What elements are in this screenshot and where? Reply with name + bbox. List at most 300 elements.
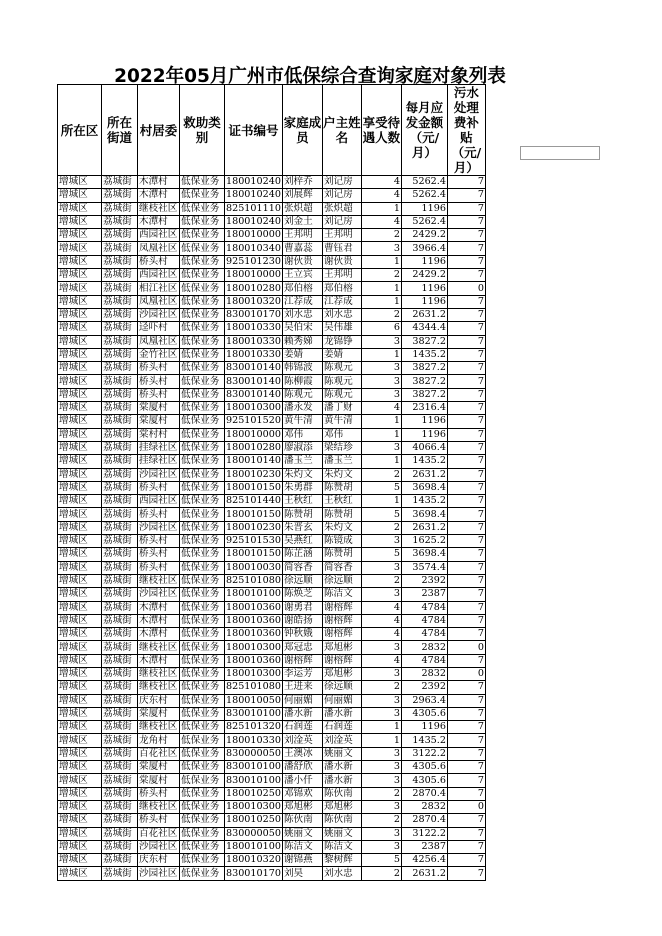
cell-aid-type[interactable]: 低保业务 — [180, 787, 225, 800]
cell-count[interactable]: 3 — [361, 667, 401, 680]
header-district[interactable]: 所在区 — [58, 85, 102, 176]
cell-committee[interactable]: 继枝社区 — [138, 681, 180, 694]
cell-sewage[interactable]: 7 — [447, 601, 485, 614]
cell-count[interactable]: 1 — [361, 415, 401, 428]
cell-member[interactable]: 潘玉兰 — [282, 455, 322, 468]
cell-amount[interactable]: 4256.4 — [401, 854, 447, 867]
cell-cert-number[interactable]: 180010280 — [226, 442, 281, 454]
cell-member[interactable]: 曹嘉蕊 — [282, 242, 322, 255]
cell-member[interactable]: 张炽超 — [282, 202, 322, 215]
cell-sewage[interactable]: 7 — [447, 548, 485, 561]
cell-member[interactable]: 刘昊 — [282, 867, 322, 880]
cell-committee[interactable]: 棠厦村 — [138, 402, 180, 415]
cell-cert-number[interactable]: 925101520 — [226, 415, 281, 427]
cell-committee[interactable]: 桥头村 — [138, 548, 180, 561]
cell-cert-number[interactable]: 830010140 — [226, 388, 281, 400]
cell-count[interactable]: 3 — [361, 694, 401, 707]
cell-committee[interactable]: 棠厦村 — [138, 415, 180, 428]
cell-district[interactable]: 增城区 — [58, 242, 102, 255]
cell-street[interactable]: 荔城街 — [102, 375, 138, 388]
cell-aid-type[interactable]: 低保业务 — [180, 242, 225, 255]
cell-count[interactable]: 3 — [361, 641, 401, 654]
cell-aid-type[interactable]: 低保业务 — [180, 800, 225, 813]
cell-head[interactable]: 刘水忠 — [322, 308, 361, 321]
cell-committee[interactable]: 沙园社区 — [138, 521, 180, 534]
cell-member[interactable]: 李运芳 — [282, 667, 322, 680]
cell-amount[interactable]: 2832 — [401, 800, 447, 813]
cell-head[interactable]: 邓伟 — [322, 428, 361, 441]
cell-street[interactable]: 荔城街 — [102, 388, 138, 401]
cell-head[interactable]: 谢榕辉 — [322, 628, 361, 641]
cell-street[interactable]: 荔城街 — [102, 242, 138, 255]
cell-street[interactable]: 荔城街 — [102, 295, 138, 308]
cell-head[interactable]: 王邦明 — [322, 269, 361, 282]
cell-cert-number[interactable]: 180010230 — [226, 521, 281, 533]
cell-head[interactable]: 刘水忠 — [322, 867, 361, 880]
cell-committee[interactable]: 木潭村 — [138, 215, 180, 228]
cell-sewage[interactable]: 7 — [447, 428, 485, 441]
cell-count[interactable]: 2 — [361, 574, 401, 587]
cell-street[interactable]: 荔城街 — [102, 441, 138, 454]
cell-committee[interactable]: 继枝社区 — [138, 721, 180, 734]
cell-count[interactable]: 3 — [361, 335, 401, 348]
cell-sewage[interactable]: 7 — [447, 295, 485, 308]
cell-cert-number[interactable]: 180010330 — [226, 349, 281, 360]
cell-amount[interactable]: 1435.2 — [401, 495, 447, 508]
cell-district[interactable]: 增城区 — [58, 734, 102, 747]
cell-district[interactable]: 增城区 — [58, 628, 102, 641]
cell-sewage[interactable]: 7 — [447, 654, 485, 667]
cell-count[interactable]: 4 — [361, 628, 401, 641]
cell-amount[interactable]: 3122.2 — [401, 747, 447, 760]
cell-head[interactable]: 梁结珍 — [322, 441, 361, 454]
cell-aid-type[interactable]: 低保业务 — [180, 667, 225, 680]
cell-count[interactable]: 3 — [361, 441, 401, 454]
cell-aid-type[interactable]: 低保业务 — [180, 189, 225, 202]
cell-sewage[interactable]: 7 — [447, 827, 485, 840]
cell-committee[interactable]: 木潭村 — [138, 614, 180, 627]
cell-amount[interactable]: 3698.4 — [401, 548, 447, 561]
cell-amount[interactable]: 2429.2 — [401, 269, 447, 282]
cell-amount[interactable]: 3698.4 — [401, 481, 447, 494]
cell-head[interactable]: 潘丁财 — [322, 402, 361, 415]
cell-district[interactable]: 增城区 — [58, 388, 102, 401]
cell-member[interactable]: 陈洁文 — [282, 840, 322, 853]
cell-committee[interactable]: 庆东村 — [138, 694, 180, 707]
cell-cert-number[interactable]: 825101320 — [226, 721, 281, 733]
cell-cert-number[interactable]: 180010240 — [226, 216, 281, 228]
cell-aid-type[interactable]: 低保业务 — [180, 747, 225, 760]
cell-count[interactable]: 4 — [361, 614, 401, 627]
cell-member[interactable]: 吴伯宋 — [282, 322, 322, 335]
cell-street[interactable]: 荔城街 — [102, 428, 138, 441]
cell-count[interactable]: 3 — [361, 840, 401, 853]
cell-aid-type[interactable]: 低保业务 — [180, 694, 225, 707]
cell-committee[interactable]: 继枝社区 — [138, 574, 180, 587]
cell-committee[interactable]: 继枝社区 — [138, 667, 180, 680]
cell-street[interactable]: 荔城街 — [102, 269, 138, 282]
cell-member[interactable]: 黄牛清 — [282, 415, 322, 428]
cell-member[interactable]: 王进来 — [282, 681, 322, 694]
cell-committee[interactable]: 继枝社区 — [138, 202, 180, 215]
cell-district[interactable]: 增城区 — [58, 269, 102, 282]
cell-member[interactable]: 吴燕红 — [282, 535, 322, 548]
cell-cert-number[interactable]: 830010140 — [226, 362, 281, 374]
cell-head[interactable]: 石润莲 — [322, 721, 361, 734]
cell-street[interactable]: 荔城街 — [102, 628, 138, 641]
cell-district[interactable]: 增城区 — [58, 468, 102, 481]
cell-count[interactable]: 2 — [361, 867, 401, 880]
cell-amount[interactable]: 2631.2 — [401, 308, 447, 321]
cell-aid-type[interactable]: 低保业务 — [180, 734, 225, 747]
header-count[interactable]: 享受待遇人数 — [361, 85, 401, 176]
cell-sewage[interactable]: 7 — [447, 787, 485, 800]
cell-aid-type[interactable]: 低保业务 — [180, 561, 225, 574]
cell-committee[interactable]: 桥头村 — [138, 508, 180, 521]
cell-cert-number[interactable]: 180010320 — [226, 854, 281, 866]
cell-aid-type[interactable]: 低保业务 — [180, 614, 225, 627]
cell-cert-number[interactable]: 825101440 — [226, 495, 281, 507]
cell-cert-number[interactable]: 825101080 — [226, 575, 281, 587]
cell-committee[interactable]: 木潭村 — [138, 176, 180, 189]
cell-street[interactable]: 荔城街 — [102, 641, 138, 654]
cell-cert-number[interactable]: 925101530 — [226, 535, 281, 547]
cell-aid-type[interactable]: 低保业务 — [180, 468, 225, 481]
cell-aid-type[interactable]: 低保业务 — [180, 282, 225, 295]
cell-head[interactable]: 陈赞胡 — [322, 548, 361, 561]
cell-street[interactable]: 荔城街 — [102, 215, 138, 228]
cell-cert-number[interactable]: 825101110 — [226, 202, 281, 214]
cell-count[interactable]: 1 — [361, 202, 401, 215]
cell-aid-type[interactable]: 低保业务 — [180, 388, 225, 401]
cell-head[interactable]: 陈赞胡 — [322, 508, 361, 521]
cell-member[interactable]: 郑冠忠 — [282, 641, 322, 654]
cell-cert-number[interactable]: 180010240 — [226, 189, 281, 201]
cell-cert-number[interactable]: 180010340 — [226, 242, 281, 254]
cell-count[interactable]: 2 — [361, 681, 401, 694]
cell-cert-number[interactable]: 180010360 — [226, 614, 281, 626]
cell-member[interactable]: 刘淦英 — [282, 734, 322, 747]
cell-committee[interactable]: 棠厦村 — [138, 707, 180, 720]
cell-sewage[interactable]: 7 — [447, 521, 485, 534]
cell-aid-type[interactable]: 低保业务 — [180, 455, 225, 468]
cell-district[interactable]: 增城区 — [58, 854, 102, 867]
cell-sewage[interactable]: 7 — [447, 734, 485, 747]
cell-sewage[interactable]: 7 — [447, 455, 485, 468]
cell-sewage[interactable]: 7 — [447, 694, 485, 707]
cell-street[interactable]: 荔城街 — [102, 468, 138, 481]
cell-amount[interactable]: 2392 — [401, 574, 447, 587]
cell-head[interactable]: 朱灼文 — [322, 468, 361, 481]
cell-street[interactable]: 荔城街 — [102, 867, 138, 880]
cell-sewage[interactable]: 0 — [447, 282, 485, 295]
cell-aid-type[interactable]: 低保业务 — [180, 176, 225, 189]
cell-district[interactable]: 增城区 — [58, 362, 102, 375]
cell-member[interactable]: 江荐成 — [282, 295, 322, 308]
cell-count[interactable]: 3 — [361, 707, 401, 720]
cell-street[interactable]: 荔城街 — [102, 707, 138, 720]
cell-district[interactable]: 增城区 — [58, 481, 102, 494]
cell-sewage[interactable]: 7 — [447, 415, 485, 428]
cell-district[interactable]: 增城区 — [58, 641, 102, 654]
cell-street[interactable]: 荔城街 — [102, 814, 138, 827]
cell-district[interactable]: 增城区 — [58, 229, 102, 242]
cell-aid-type[interactable]: 低保业务 — [180, 867, 225, 880]
cell-amount[interactable]: 5262.4 — [401, 215, 447, 228]
cell-amount[interactable]: 2870.4 — [401, 787, 447, 800]
cell-aid-type[interactable]: 低保业务 — [180, 295, 225, 308]
cell-count[interactable]: 2 — [361, 814, 401, 827]
cell-cert-number[interactable]: 830010100 — [226, 708, 281, 720]
cell-member[interactable]: 王立宾 — [282, 269, 322, 282]
cell-sewage[interactable]: 7 — [447, 854, 485, 867]
cell-amount[interactable]: 1196 — [401, 282, 447, 295]
cell-amount[interactable]: 2387 — [401, 840, 447, 853]
cell-aid-type[interactable]: 低保业务 — [180, 495, 225, 508]
cell-aid-type[interactable]: 低保业务 — [180, 774, 225, 787]
cell-district[interactable]: 增城区 — [58, 721, 102, 734]
cell-street[interactable]: 荔城街 — [102, 335, 138, 348]
cell-sewage[interactable]: 7 — [447, 375, 485, 388]
cell-amount[interactable]: 2963.4 — [401, 694, 447, 707]
cell-sewage[interactable]: 7 — [447, 561, 485, 574]
cell-street[interactable]: 荔城街 — [102, 800, 138, 813]
cell-amount[interactable]: 5262.4 — [401, 176, 447, 189]
cell-amount[interactable]: 2392 — [401, 681, 447, 694]
cell-head[interactable]: 王邦明 — [322, 229, 361, 242]
cell-sewage[interactable]: 0 — [447, 641, 485, 654]
cell-head[interactable]: 郑旭彬 — [322, 667, 361, 680]
cell-count[interactable]: 4 — [361, 215, 401, 228]
cell-amount[interactable]: 3827.2 — [401, 362, 447, 375]
cell-district[interactable]: 增城区 — [58, 827, 102, 840]
header-cert-number[interactable]: 证书编号 — [225, 85, 283, 176]
cell-aid-type[interactable]: 低保业务 — [180, 628, 225, 641]
cell-aid-type[interactable]: 低保业务 — [180, 840, 225, 853]
cell-head[interactable]: 潘玉兰 — [322, 455, 361, 468]
cell-amount[interactable]: 4784 — [401, 601, 447, 614]
cell-count[interactable]: 4 — [361, 176, 401, 189]
cell-sewage[interactable]: 7 — [447, 508, 485, 521]
cell-committee[interactable]: 挂绿社区 — [138, 455, 180, 468]
cell-street[interactable]: 荔城街 — [102, 415, 138, 428]
cell-aid-type[interactable]: 低保业务 — [180, 415, 225, 428]
cell-amount[interactable]: 3966.4 — [401, 242, 447, 255]
cell-street[interactable]: 荔城街 — [102, 840, 138, 853]
cell-committee[interactable]: 沙园社区 — [138, 588, 180, 601]
cell-member[interactable]: 徐远顺 — [282, 574, 322, 587]
cell-aid-type[interactable]: 低保业务 — [180, 402, 225, 415]
cell-district[interactable]: 增城区 — [58, 455, 102, 468]
cell-count[interactable]: 5 — [361, 854, 401, 867]
cell-cert-number[interactable]: 180010150 — [226, 481, 281, 493]
cell-committee[interactable]: 桥头村 — [138, 787, 180, 800]
cell-head[interactable]: 吴伟雄 — [322, 322, 361, 335]
cell-amount[interactable]: 3827.2 — [401, 388, 447, 401]
cell-aid-type[interactable]: 低保业务 — [180, 641, 225, 654]
cell-street[interactable]: 荔城街 — [102, 721, 138, 734]
cell-district[interactable]: 增城区 — [58, 295, 102, 308]
cell-amount[interactable]: 2631.2 — [401, 521, 447, 534]
cell-district[interactable]: 增城区 — [58, 814, 102, 827]
cell-amount[interactable]: 1196 — [401, 295, 447, 308]
cell-cert-number[interactable]: 830010140 — [226, 375, 281, 387]
cell-head[interactable]: 谢榕辉 — [322, 654, 361, 667]
cell-district[interactable]: 增城区 — [58, 574, 102, 587]
cell-district[interactable]: 增城区 — [58, 322, 102, 335]
cell-committee[interactable]: 沙园社区 — [138, 840, 180, 853]
cell-amount[interactable]: 3574.4 — [401, 561, 447, 574]
cell-aid-type[interactable]: 低保业务 — [180, 335, 225, 348]
cell-count[interactable]: 5 — [361, 481, 401, 494]
cell-district[interactable]: 增城区 — [58, 415, 102, 428]
cell-member[interactable]: 姚丽文 — [282, 827, 322, 840]
cell-member[interactable]: 陈伙南 — [282, 814, 322, 827]
cell-street[interactable]: 荔城街 — [102, 176, 138, 189]
cell-aid-type[interactable]: 低保业务 — [180, 548, 225, 561]
cell-street[interactable]: 荔城街 — [102, 548, 138, 561]
cell-cert-number[interactable]: 180010000 — [226, 269, 281, 281]
cell-head[interactable]: 刘淦英 — [322, 734, 361, 747]
cell-district[interactable]: 增城区 — [58, 255, 102, 268]
cell-committee[interactable]: 凤凰社区 — [138, 242, 180, 255]
cell-sewage[interactable]: 7 — [447, 535, 485, 548]
cell-count[interactable]: 2 — [361, 468, 401, 481]
cell-sewage[interactable]: 7 — [447, 707, 485, 720]
cell-aid-type[interactable]: 低保业务 — [180, 761, 225, 774]
cell-count[interactable]: 3 — [361, 800, 401, 813]
cell-cert-number[interactable]: 180010360 — [226, 628, 281, 640]
cell-amount[interactable]: 2870.4 — [401, 814, 447, 827]
header-street[interactable]: 所在街道 — [102, 85, 138, 176]
cell-count[interactable]: 3 — [361, 827, 401, 840]
cell-district[interactable]: 增城区 — [58, 535, 102, 548]
cell-sewage[interactable]: 7 — [447, 628, 485, 641]
cell-amount[interactable]: 2631.2 — [401, 867, 447, 880]
cell-cert-number[interactable]: 825101080 — [226, 681, 281, 693]
cell-amount[interactable]: 2631.2 — [401, 468, 447, 481]
cell-cert-number[interactable]: 180010300 — [226, 668, 281, 680]
cell-count[interactable]: 3 — [361, 242, 401, 255]
cell-head[interactable]: 谢榕辉 — [322, 614, 361, 627]
cell-member[interactable]: 陈焕芝 — [282, 588, 322, 601]
header-sewage[interactable]: 污水处理费补贴（元/月） — [447, 85, 485, 176]
cell-amount[interactable]: 2316.4 — [401, 402, 447, 415]
cell-count[interactable]: 5 — [361, 508, 401, 521]
cell-aid-type[interactable]: 低保业务 — [180, 535, 225, 548]
cell-amount[interactable]: 4305.6 — [401, 707, 447, 720]
header-head[interactable]: 户主姓名 — [322, 85, 361, 176]
cell-cert-number[interactable]: 180010050 — [226, 694, 281, 706]
cell-cert-number[interactable]: 180010360 — [226, 601, 281, 613]
cell-count[interactable]: 2 — [361, 269, 401, 282]
cell-amount[interactable]: 3827.2 — [401, 375, 447, 388]
cell-sewage[interactable]: 7 — [447, 468, 485, 481]
cell-district[interactable]: 增城区 — [58, 707, 102, 720]
cell-member[interactable]: 谢伙贵 — [282, 255, 322, 268]
cell-sewage[interactable]: 7 — [447, 388, 485, 401]
cell-cert-number[interactable]: 180010250 — [226, 814, 281, 826]
cell-sewage[interactable]: 7 — [447, 481, 485, 494]
cell-aid-type[interactable]: 低保业务 — [180, 348, 225, 361]
cell-count[interactable]: 4 — [361, 189, 401, 202]
cell-committee[interactable]: 挂绿社区 — [138, 441, 180, 454]
cell-street[interactable]: 荔城街 — [102, 362, 138, 375]
cell-cert-number[interactable]: 180010100 — [226, 588, 281, 600]
cell-member[interactable]: 邓锦欢 — [282, 787, 322, 800]
cell-head[interactable]: 陈观元 — [322, 362, 361, 375]
cell-count[interactable]: 3 — [361, 535, 401, 548]
cell-cert-number[interactable]: 180010000 — [226, 229, 281, 241]
cell-head[interactable]: 陈镜成 — [322, 535, 361, 548]
cell-district[interactable]: 增城区 — [58, 202, 102, 215]
cell-aid-type[interactable]: 低保业务 — [180, 721, 225, 734]
cell-amount[interactable]: 4305.6 — [401, 761, 447, 774]
cell-sewage[interactable]: 7 — [447, 255, 485, 268]
cell-committee[interactable]: 百花社区 — [138, 747, 180, 760]
cell-committee[interactable]: 继枝社区 — [138, 641, 180, 654]
cell-cert-number[interactable]: 180010300 — [226, 641, 281, 653]
cell-street[interactable]: 荔城街 — [102, 535, 138, 548]
cell-street[interactable]: 荔城街 — [102, 202, 138, 215]
cell-head[interactable]: 刘记房 — [322, 176, 361, 189]
cell-amount[interactable]: 2387 — [401, 588, 447, 601]
cell-cert-number[interactable]: 180010140 — [226, 455, 281, 467]
cell-head[interactable]: 潘水新 — [322, 761, 361, 774]
cell-district[interactable]: 增城区 — [58, 681, 102, 694]
cell-sewage[interactable]: 7 — [447, 867, 485, 880]
cell-head[interactable]: 陈观元 — [322, 388, 361, 401]
cell-member[interactable]: 王澳冰 — [282, 747, 322, 760]
cell-aid-type[interactable]: 低保业务 — [180, 428, 225, 441]
cell-aid-type[interactable]: 低保业务 — [180, 574, 225, 587]
cell-aid-type[interactable]: 低保业务 — [180, 308, 225, 321]
cell-sewage[interactable]: 7 — [447, 840, 485, 853]
cell-cert-number[interactable]: 830010100 — [226, 761, 281, 773]
cell-count[interactable]: 3 — [361, 362, 401, 375]
cell-amount[interactable]: 4305.6 — [401, 774, 447, 787]
cell-cert-number[interactable]: 180010030 — [226, 561, 281, 573]
header-member[interactable]: 家庭成员 — [282, 85, 322, 176]
cell-aid-type[interactable]: 低保业务 — [180, 654, 225, 667]
cell-head[interactable]: 黎树辉 — [322, 854, 361, 867]
cell-sewage[interactable]: 7 — [447, 189, 485, 202]
cell-member[interactable]: 赖秀娣 — [282, 335, 322, 348]
cell-cert-number[interactable]: 180010250 — [226, 787, 281, 799]
cell-district[interactable]: 增城区 — [58, 588, 102, 601]
cell-district[interactable]: 增城区 — [58, 402, 102, 415]
cell-sewage[interactable]: 7 — [447, 308, 485, 321]
cell-sewage[interactable]: 7 — [447, 814, 485, 827]
cell-street[interactable]: 荔城街 — [102, 761, 138, 774]
cell-head[interactable]: 朱灼文 — [322, 521, 361, 534]
cell-count[interactable]: 3 — [361, 561, 401, 574]
cell-member[interactable]: 陈观元 — [282, 388, 322, 401]
cell-street[interactable]: 荔城街 — [102, 774, 138, 787]
cell-amount[interactable]: 4784 — [401, 654, 447, 667]
cell-district[interactable]: 增城区 — [58, 308, 102, 321]
cell-head[interactable]: 姜婧 — [322, 348, 361, 361]
cell-member[interactable]: 姜婧 — [282, 348, 322, 361]
cell-committee[interactable]: 桥头村 — [138, 375, 180, 388]
cell-amount[interactable]: 2832 — [401, 667, 447, 680]
cell-head[interactable]: 刘记房 — [322, 189, 361, 202]
cell-cert-number[interactable]: 180010300 — [226, 801, 281, 813]
cell-street[interactable]: 荔城街 — [102, 667, 138, 680]
header-committee[interactable]: 村居委 — [138, 85, 180, 176]
cell-member[interactable]: 谢勇君 — [282, 601, 322, 614]
cell-street[interactable]: 荔城街 — [102, 481, 138, 494]
